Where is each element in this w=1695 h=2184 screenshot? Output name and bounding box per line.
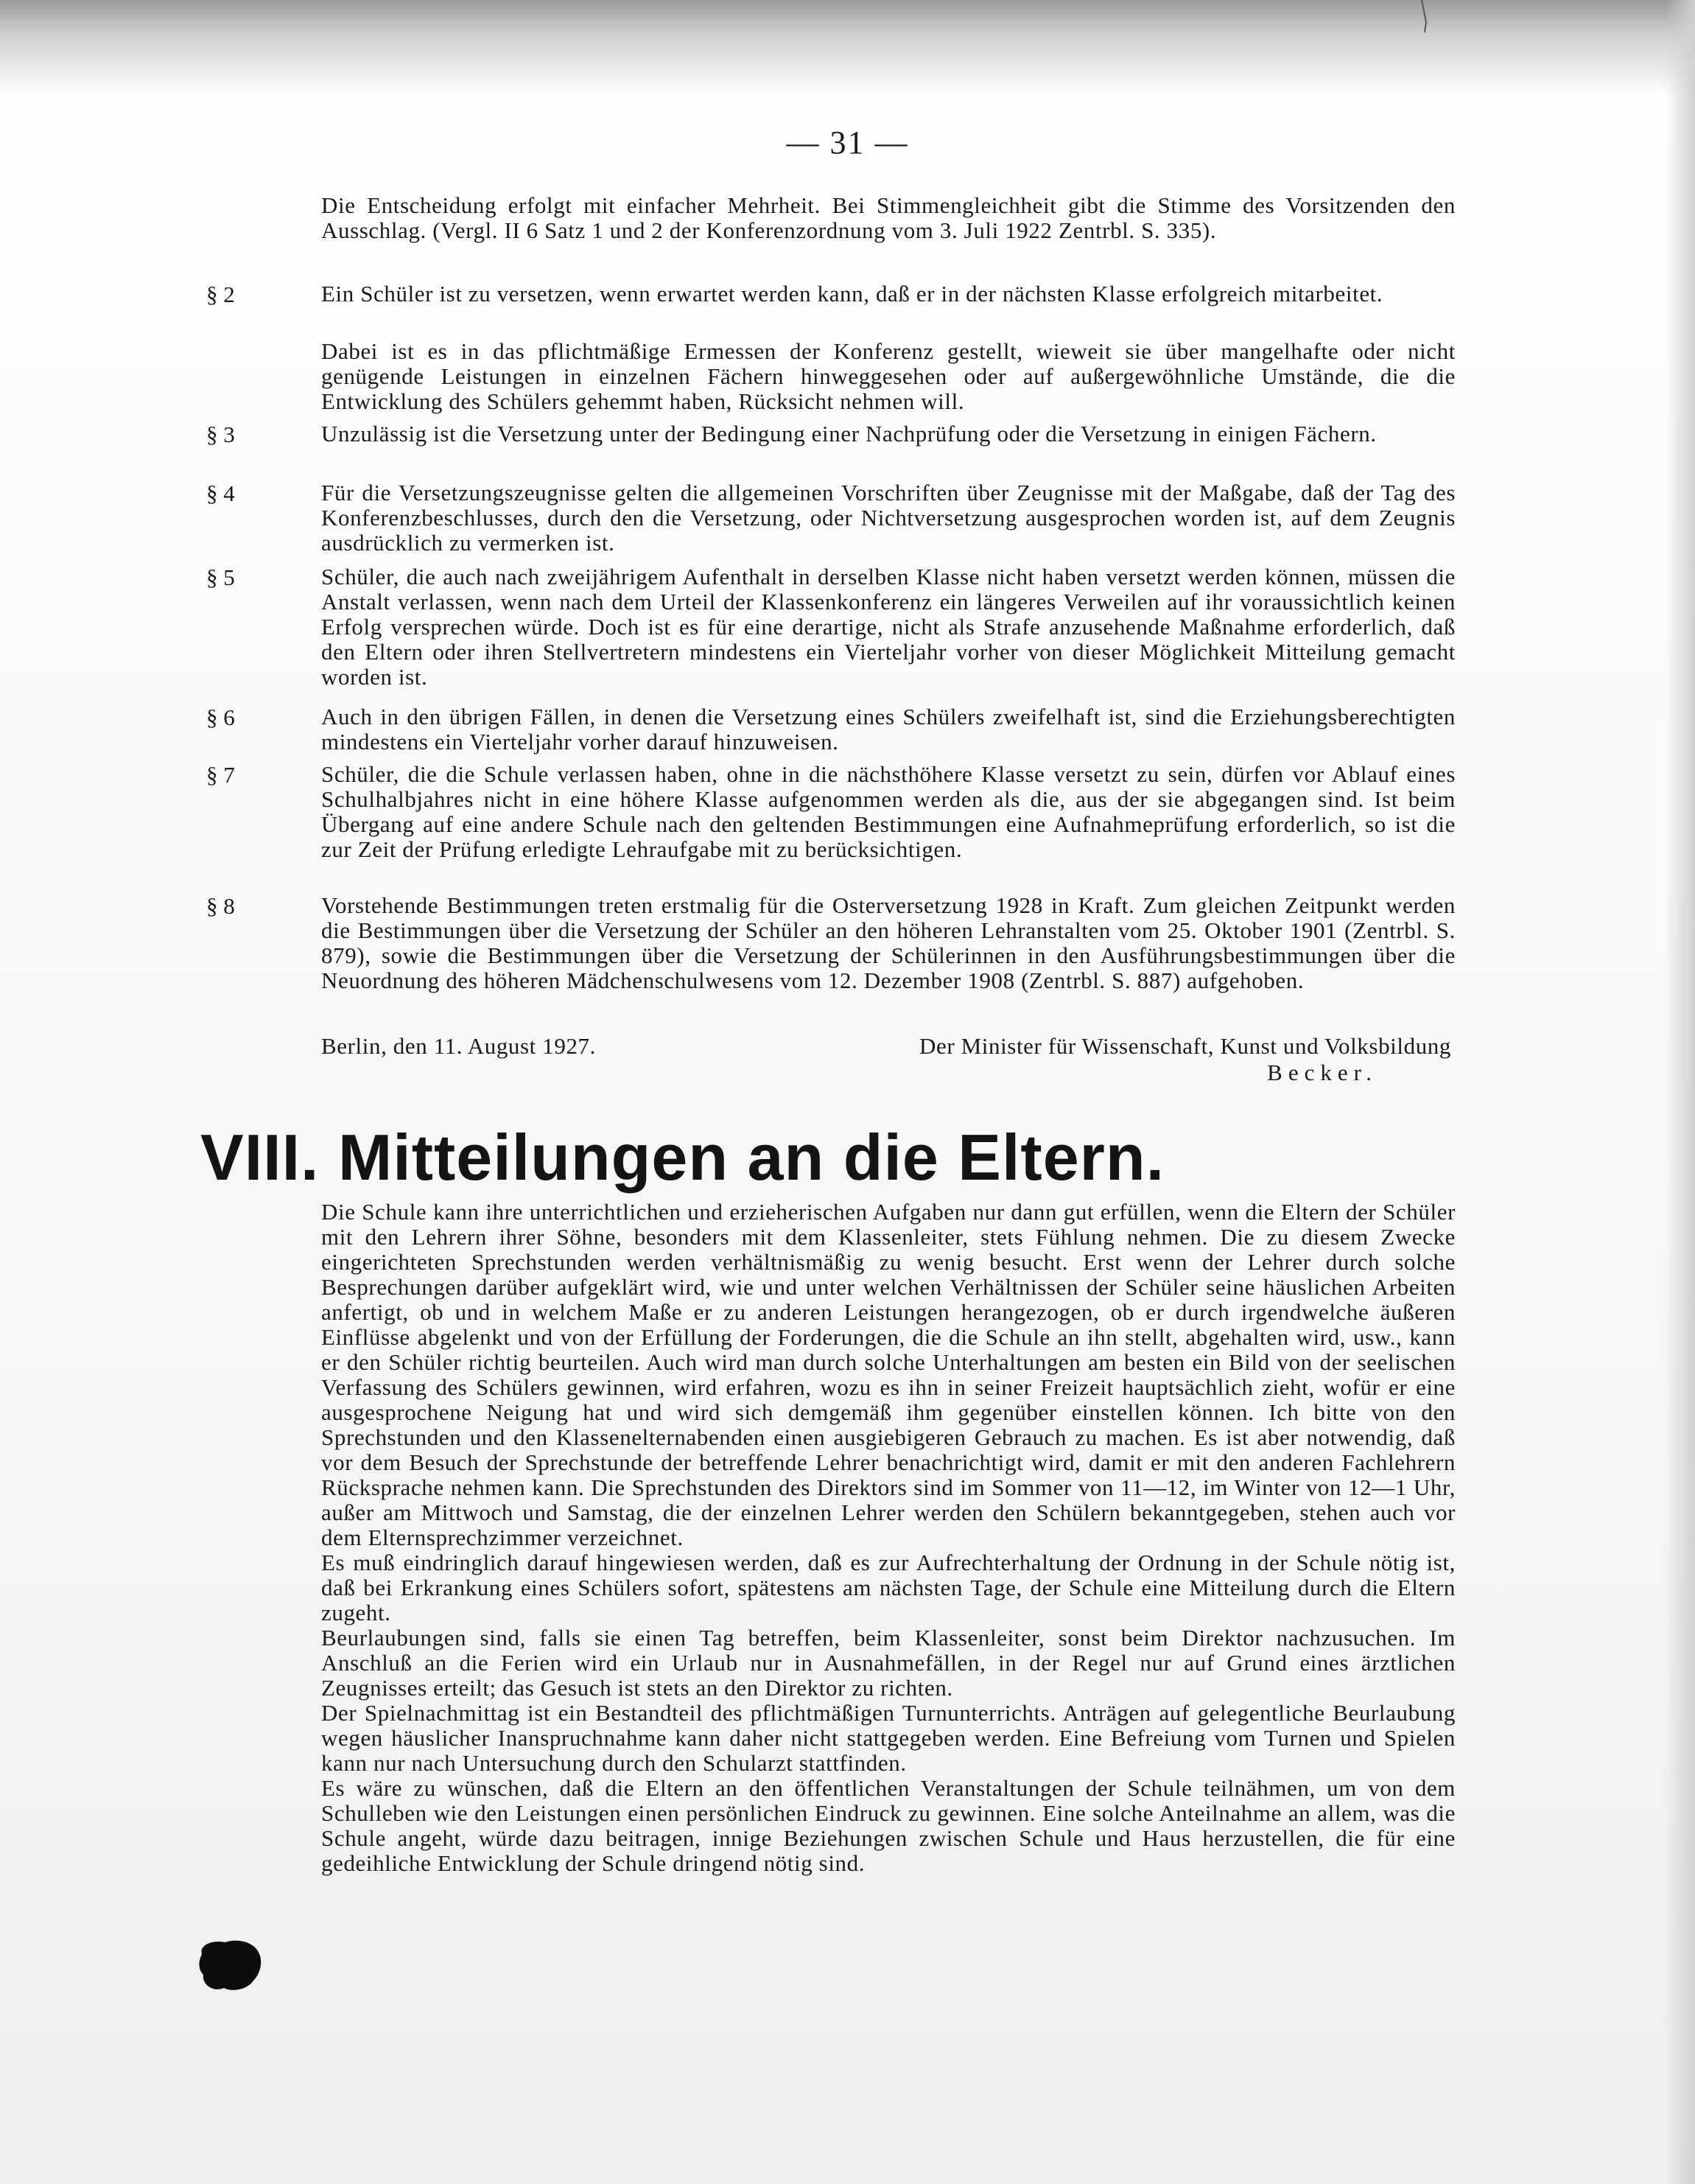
parents-notice-body (321, 1200, 1456, 1876)
body-paragraph: Die Schule kann ihre unterrichtlichen und erzieherischen Aufgaben nur dann gut erfüllen, wenn die Eltern der Schüler mit den Lehrern ihrer Söhne, besonders mit dem Klassenleiter, stets Fühlung nehmen. Die zu diesem Zwecke eingerichteten Sprechstunden werden verhältnismäßig zu wenig besucht. Erst wenn der Lehrer durch solche Besprechungen darüber aufgeklärt wird, wie und unter welchen Verhältnissen der Schüler seine häuslichen Arbeiten anfertigt, ob und in welchem Maße er zu anderen Leistungen herangezogen, ob er durch irgendwelche äußeren Einflüsse abgelenkt und von der Erfüllung der Forderungen, die die Schule an ihn stellt, abgehalten wird, usw., kann er den Schüler richtig beurteilen. Auch wird man durch solche Unterhaltungen am besten ein Bild von der seelischen Verfassung des Schülers gewinnen, wird erfahren, wozu es ihn in seiner Freizeit hauptsächlich zieht, wofür er eine ausgesprochene Neigung hat und wird sich demgemäß ihm gegenüber einstellen können. Ich bitte von den Sprechstunden und den Klassenelternabenden einen ausgiebigeren Gebrauch zu machen. Es ist aber notwendig, daß vor dem Besuch der Sprechstunde der betreffende Lehrer benachrichtigt wird, damit er mit den anderen Fachlehrern Rücksprache nehmen kann. Die Sprechstunden des Direktors sind im Sommer von 11—12, im Winter von 12—1 Uhr, außer am Mittwoch und Samstag, die der einzelnen Lehrer werden den Schülern bekanntgegeben, stehen auch vor dem Elternsprechzimmer verzeichnet. (321, 1199, 1456, 1550)
section-text: Für die Versetzungszeugnisse gelten die allgemeinen Vorschriften über Zeugnisse mit der Maßgabe, daß der Tag des Konferenzbeschlusses, durch den die Versetzung, oder Nichtversetzung ausgesprochen worden ist, auf dem Zeugnis ausdrücklich zu vermerken ist. (321, 480, 1456, 556)
section-text: Unzulässig ist die Versetzung unter der Bedingung einer Nachprüfung oder die Versetzung in einigen Fächern. (321, 421, 1377, 447)
body-paragraph: Beurlaubungen sind, falls sie einen Tag betreffen, beim Klassenleiter, sonst beim Direktor nachzusuchen. Im Anschluß an die Ferien wird ein Urlaub nur in Ausnahmefällen, in der Regel nur auf Grund eines ärztlichen Zeugnisses erteilt; das Gesuch ist stets an den Direktor zu richten. (321, 1625, 1456, 1701)
page-number: — 31 — (786, 125, 909, 161)
section-number: § 4 (206, 480, 235, 506)
section-number: § 5 (206, 564, 235, 590)
paper-tear-mark (1407, 0, 1451, 44)
intro-paragraph: Die Entscheidung erfolgt mit einfacher Mehrheit. Bei Stimmengleichheit gibt die Stimme des Vorsitzenden den Ausschlag. (Vergl. II 6 Satz 1 und 2 der Konferenzordnung vom 3. Juli 1922 Zentrbl. S. 335). (321, 192, 1456, 243)
section-heading: VIII. Mitteilungen an die Eltern. (200, 1121, 1165, 1194)
signature-name: Becker. (1267, 1060, 1378, 1085)
signature-title: Der Minister für Wissenschaft, Kunst und Volksbildung (919, 1033, 1451, 1059)
section-text: Vorstehende Bestimmungen treten erstmalig für die Osterversetzung 1928 in Kraft. Zum gleichen Zeitpunkt werden die Bestimmungen über die Versetzung der Schüler an den höheren Lehranstalten vom 25. Oktober 1901 (Zentrbl. S. 879), sowie die Bestimmungen über die Versetzung der Schülerinnen in den Ausführungsbestimmungen über die Neuordnung des höheren Mädchenschulwesens vom 12. Dezember 1908 (Zentrbl. S. 887) aufgehoben. (321, 892, 1456, 993)
section-number: § 3 (206, 421, 235, 447)
section-text: Schüler, die auch nach zweijährigem Aufenthalt in derselben Klasse nicht haben versetzt werden können, müssen die Anstalt verlassen, wenn nach dem Urteil der Klassenkonferenz ein längeres Verweilen auf ihr voraussichtlich keinen Erfolg versprechen würde. Doch ist es für eine derartige, nicht als Strafe anzusehende Maßnahme erforderlich, daß den Eltern oder ihren Stellvertretern mindestens ein Vierteljahr vorher von dieser Möglichkeit Mitteilung gemacht worden ist. (321, 564, 1456, 690)
section-number: § 6 (206, 704, 235, 730)
section-number: § 8 (206, 893, 235, 919)
section-text: Ein Schüler ist zu versetzen, wenn erwartet werden kann, daß er in der nächsten Klasse erfolgreich mitarbeitet. (321, 281, 1383, 307)
section-number: § 7 (206, 762, 235, 788)
body-paragraph: Der Spielnachmittag ist ein Bestandteil des pflichtmäßigen Turnunterrichts. Anträgen auf gelegentliche Beurlaubung wegen häuslicher Inanspruchnahme kann daher nicht stattgegeben werden. Eine Befreiung vom Turnen und Spielen kann nur nach Untersuchung durch den Schularzt stattfinden. (321, 1700, 1456, 1776)
body-paragraph: Es muß eindringlich darauf hingewiesen werden, daß es zur Aufrechterhaltung der Ordnung in der Schule nötig ist, daß bei Erkrankung eines Schülers sofort, spätestens am nächsten Tage, der Schule eine Mitteilung durch die Eltern zugeht. (321, 1550, 1456, 1625)
section-text-extra: Dabei ist es in das pflichtmäßige Ermessen der Konferenz gestellt, wieweit sie über mangelhafte oder nicht genügende Leistungen in einzelnen Fächern hinweggesehen oder auf außergewöhnliche Umstände, die die Entwicklung des Schülers gehemmt haben, Rücksicht nehmen will. (321, 338, 1456, 414)
body-paragraph: Es wäre zu wünschen, daß die Eltern an den öffentlichen Veranstaltungen der Schule teilnähmen, um von dem Schulleben wie den Leistungen einen persönlichen Eindruck zu gewinnen. Eine solche Anteilnahme an allem, was die Schule angeht, würde dazu beitragen, innige Beziehungen zwischen Schule und Haus herzustellen, die für eine gedeihliche Entwicklung der Schule dringend nötig sind. (321, 1775, 1456, 1876)
signature-place-date: Berlin, den 11. August 1927. (321, 1033, 596, 1059)
section-number: § 2 (206, 281, 235, 307)
section-text: Auch in den übrigen Fällen, in denen die Versetzung eines Schülers zweifelhaft ist, sind die Erziehungsberechtigten mindestens ein Vierteljahr vorher darauf hinzuweisen. (321, 704, 1456, 755)
ink-blot-mark (196, 1938, 264, 1994)
section-text: Schüler, die die Schule verlassen haben, ohne in die nächsthöhere Klasse versetzt zu sein, dürfen vor Ablauf eines Schulhalbjahres nicht in eine höhere Klasse aufgenommen werden als die, aus der sie abgegangen sind. Ist beim Übergang auf eine andere Schule nach den geltenden Bestimmungen eine Aufnahmeprüfung erforderlich, so ist die zur Zeit der Prüfung erledigte Lehraufgabe mit zu berücksichtigen. (321, 761, 1456, 862)
